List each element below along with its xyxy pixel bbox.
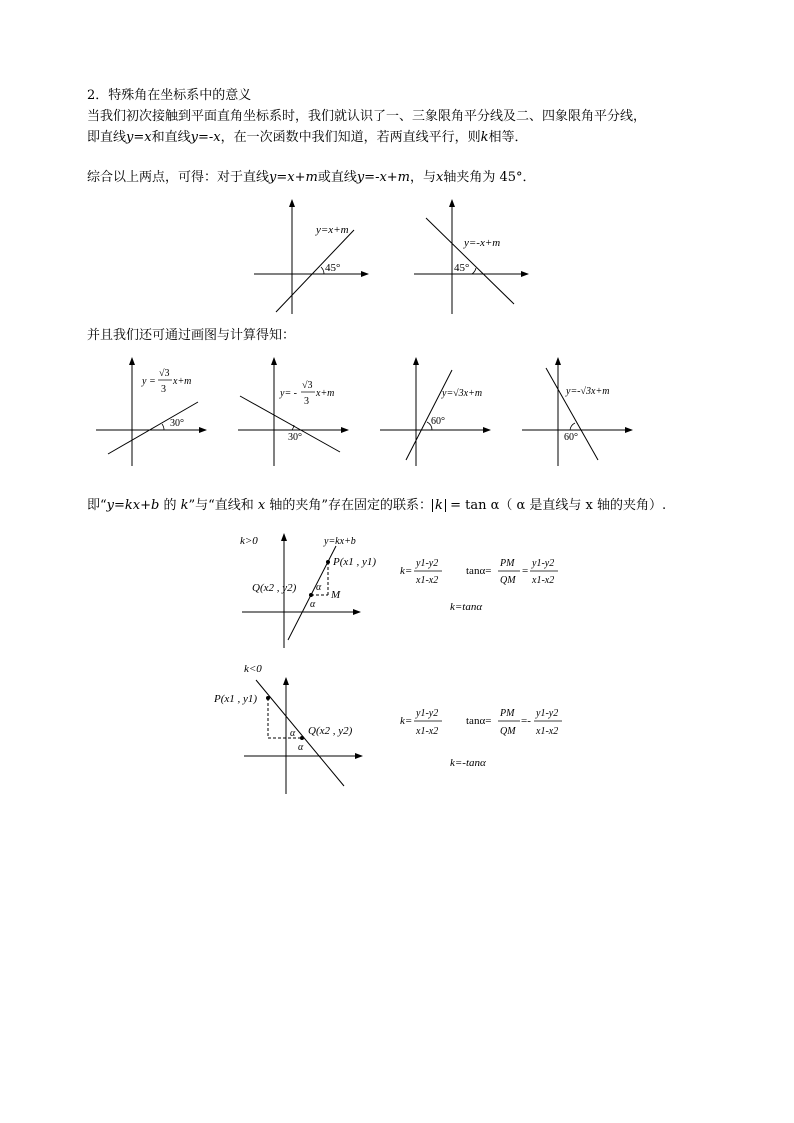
line-label: y=-√3x+m: [566, 386, 610, 397]
point-q: [309, 593, 313, 597]
figure-60-negative: [518, 352, 640, 470]
label-q: Q(x2 , y2): [252, 582, 297, 594]
label-sqrt: √3: [159, 368, 170, 379]
label-den: 3: [161, 384, 166, 395]
eq-sign: =: [522, 565, 529, 577]
angle-label: 60°: [564, 432, 578, 443]
result: k=tanα: [450, 601, 483, 613]
angle-label: 45°: [325, 262, 341, 274]
tan-lhs: tanα=: [466, 565, 492, 577]
angle-arc: [321, 267, 324, 274]
p5-text-c: ”与“直线和: [188, 498, 258, 513]
p2-eq2: y=-x: [190, 130, 221, 145]
k-sign: k<0: [244, 663, 262, 675]
frac-den: x1-x2: [416, 726, 439, 737]
p5-text-b: 的: [159, 498, 181, 513]
line-label: y=-x+m: [464, 237, 501, 249]
graph-line: [276, 230, 354, 312]
point-p: [266, 696, 270, 700]
qm-label: QM: [500, 726, 516, 737]
paragraph-3: [87, 170, 536, 186]
p2-k: k: [480, 130, 489, 145]
alpha-label: α: [290, 728, 296, 739]
graph-line: [108, 402, 198, 454]
point-p: [326, 560, 330, 564]
figure-k-negative: [210, 658, 570, 798]
p2-text-c: ，在一次函数中我们知道，若两直线平行，则: [220, 130, 481, 145]
angle-label: 30°: [170, 418, 184, 429]
p5-text-a: 即“: [87, 498, 107, 513]
graph-line: [240, 396, 340, 452]
p3-x: x: [436, 170, 444, 185]
point-q: [300, 736, 304, 740]
label-tail: x+m: [316, 388, 335, 399]
p2-text-b: 和直线: [151, 130, 191, 145]
figure-30-positive: [92, 352, 214, 470]
tan-lhs: tanα=: [466, 715, 492, 727]
angle-arc: [162, 424, 164, 430]
paragraph-2: [87, 130, 528, 146]
p2-text-a: 即直线: [87, 130, 127, 145]
figure-45-negative: [410, 196, 540, 318]
p3-eq2: y=-x+m: [356, 170, 411, 185]
p3-eq1: y=x+m: [269, 170, 318, 185]
eq-sign: =-: [521, 715, 531, 727]
graph-line: [406, 370, 452, 460]
p3-text-a: 综合以上两点，可得：对于直线: [87, 170, 270, 185]
figure-k-positive: [236, 528, 566, 652]
figure-45-positive: [250, 196, 380, 318]
p3-text-b: 或直线: [317, 170, 357, 185]
frac-num: y1-y2: [536, 708, 559, 719]
line-label: y=kx+b: [324, 536, 356, 547]
k-eq: k=: [400, 715, 413, 727]
pm-label: PM: [500, 708, 515, 719]
label-tail: x+m: [173, 376, 192, 387]
label-y: y= -: [280, 388, 298, 399]
frac-den: x1-x2: [536, 726, 559, 737]
p5-text-d: 轴的夹角”存在固定的联系：: [265, 498, 433, 513]
angle-label: 60°: [431, 416, 445, 427]
frac-den: x1-x2: [532, 575, 555, 586]
p5-eq: y=kx+b: [106, 498, 160, 513]
p5-k: k: [180, 498, 189, 513]
result: k=-tanα: [450, 757, 486, 769]
p5-text-e: = tan α（ α 是直线与 x 轴的夹角）.: [445, 498, 667, 513]
frac-num: y1-y2: [416, 558, 439, 569]
label-y: y =: [142, 376, 156, 387]
frac-num: y1-y2: [532, 558, 555, 569]
alpha-label: α: [316, 582, 322, 593]
alpha-label: α: [310, 599, 316, 610]
line-label: y=x+m: [316, 224, 349, 236]
label-p: P(x1 , y1): [214, 693, 258, 705]
p5-abs-k: k: [432, 499, 446, 512]
label-p: P(x1 , y1): [333, 556, 377, 568]
paragraph-5: [87, 498, 666, 514]
graph-line: [546, 368, 598, 460]
p2-text-d: 相等．: [488, 130, 528, 145]
paragraph-4: 并且我们还可通过画图与计算得知：: [87, 328, 296, 343]
p3-text-d: 轴夹角为 45°．: [443, 170, 536, 185]
section-heading: 2．特殊角在坐标系中的意义: [87, 88, 252, 103]
angle-label: 30°: [288, 432, 302, 443]
label-q: Q(x2 , y2): [308, 725, 353, 737]
p5-x: x: [257, 498, 266, 513]
graph-line: [426, 218, 514, 304]
label-den: 3: [304, 396, 309, 407]
frac-num: y1-y2: [416, 708, 439, 719]
angle-label: 45°: [454, 262, 470, 274]
label-sqrt: √3: [302, 380, 313, 391]
figure-30-negative: [234, 352, 356, 470]
label-m: M: [331, 589, 341, 601]
pm-label: PM: [500, 558, 515, 569]
paragraph-1: 当我们初次接触到平面直角坐标系时，我们就认识了一、三象限角平分线及二、四象限角平分线，: [87, 109, 647, 124]
frac-den: x1-x2: [416, 575, 439, 586]
angle-arc: [570, 423, 575, 430]
angle-arc: [472, 268, 476, 274]
qm-label: QM: [500, 575, 516, 586]
p2-eq1: y=x: [126, 130, 152, 145]
p3-text-c: ，与: [410, 170, 437, 185]
figure-60-positive: [376, 352, 498, 470]
k-sign: k>0: [240, 535, 258, 547]
k-eq: k=: [400, 565, 413, 577]
line-label: y=√3x+m: [442, 388, 483, 399]
alpha-label: α: [298, 742, 304, 753]
